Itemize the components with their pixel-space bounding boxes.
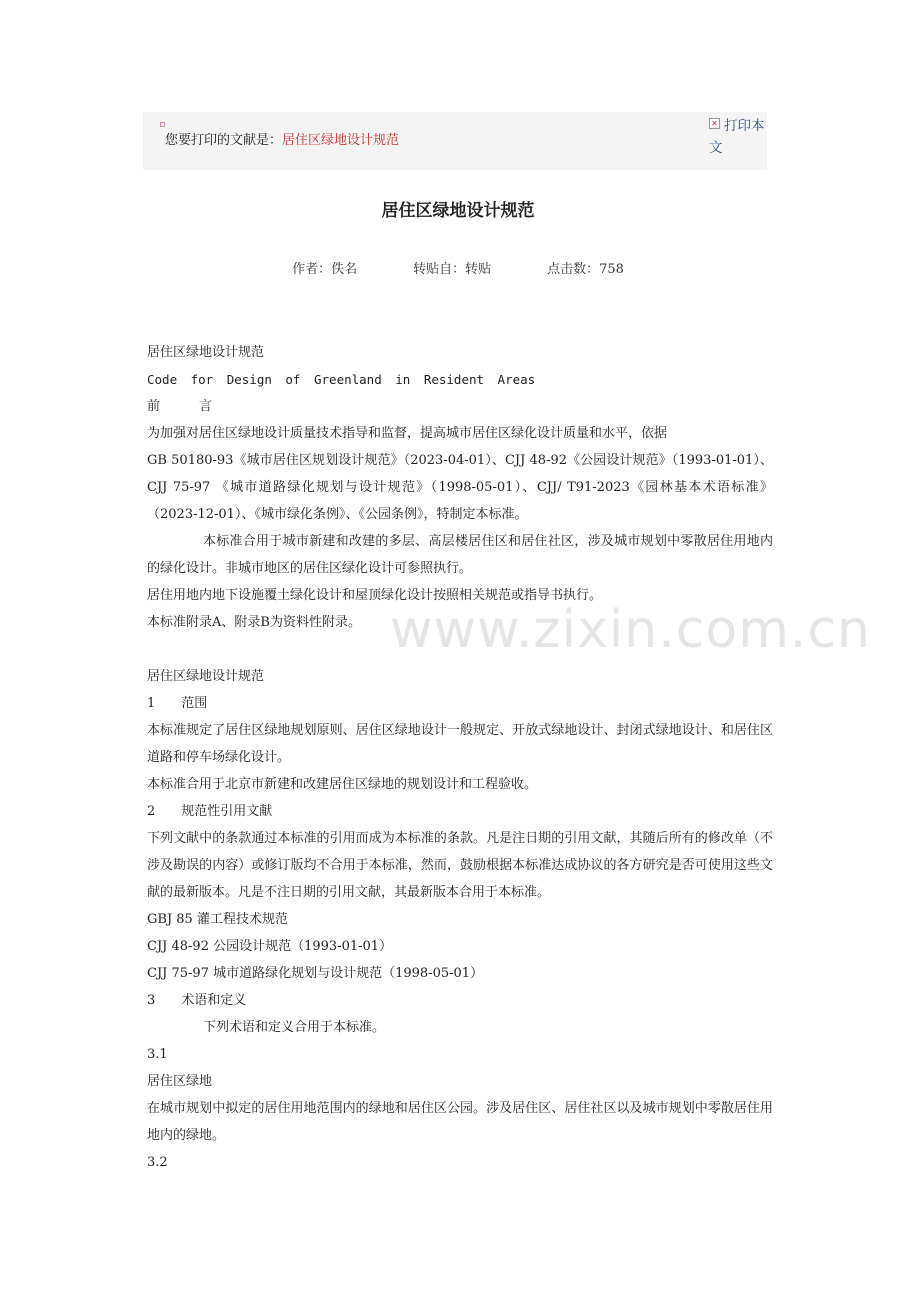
body-paragraph: 本标准规定了居住区绿地规划原则、居住区绿地设计一般规定、开放式绿地设计、封闭式绿地设计、和居住区道路和停车场绿化设计。 [147,723,773,765]
broken-image-icon [160,122,165,127]
body-section-heading: 1 范围 [147,696,208,711]
print-notice-prefix: 您要打印的文献是： [165,133,283,148]
body-term: 居住区绿地 [147,1074,213,1089]
print-button[interactable] [709,115,767,159]
print-notice [165,129,399,148]
spacer [147,636,773,663]
source: 转贴自：转贴 [413,262,492,277]
body-reference: CJJ 48-92 公园设计规范（1993-01-01） [147,939,393,954]
body-paragraph: 本标准合用于城市新建和改建的多层、高层楼居住区和居住社区，涉及城市规划中零散居住用地内的绿化设计。非城市地区的居住区绿化设计可参照执行。 [147,534,773,576]
body-paragraph: 下列术语和定义合用于本标准。 [203,1020,386,1035]
body-paragraph: 本标准合用于北京市新建和改建居住区绿地的规划设计和工程验收。 [147,777,538,792]
body-clause-number: 3.2 [147,1155,168,1170]
document-link[interactable]: 居住区绿地设计规范 [282,133,400,148]
author: 作者：佚名 [292,262,358,277]
broken-image-icon: ✕ [709,118,720,129]
print-bar [143,112,767,170]
body-paragraph: 下列文献中的条款通过本标准的引用而成为本标准的条款。凡是注日期的引用文献，其随后所有的修改单（不涉及勘误的内容）或修订版均不合用于本标准，然而，鼓励根据本标准达成协议的各方研究是否可使用这些文献的最新版本。凡是不注日期的引用文献，其最新版本合用于本标准。 [147,831,773,900]
body-paragraph: 在城市规划中拟定的居住用地范围内的绿地和居住区公园。涉及居住区、居住社区以及城市规划中零散居住用地内的绿地。 [147,1101,773,1143]
body-heading: 居住区绿地设计规范 [147,669,265,684]
body-clause-number: 3.1 [147,1047,168,1062]
body-section-heading: 2 规范性引用文献 [147,804,273,819]
click-count: 点击数：758 [547,262,624,277]
body-paragraph: 本标准附录A、附录B为资料性附录。 [147,615,361,630]
print-button-label: 打印本文 [709,118,765,156]
body-paragraph: 居住用地内地下设施覆土绿化设计和屋顶绿化设计按照相关规范或指导书执行。 [147,588,603,603]
document-title: 居住区绿地设计规范 [381,201,535,221]
body-heading: 居住区绿地设计规范 [147,345,265,360]
body-reference: CJJ 75-97 城市道路绿化规划与设计规范（1998-05-01） [147,966,484,981]
body-english-title: Code for Design of Greenland in Resident Areas [147,372,536,387]
body-section-heading: 前 言 [147,399,213,414]
body-paragraph: GB 50180-93《城市居住区规划设计规范》（2023-04-01）、CJJ 48-92《公园设计规范》（1993-01-01）、CJJ 75-97 《城市道路绿化规划与设计规范》（1998-05-01）、CJJ/ T91-2023《园林基本术语标准》（2023-12-01）、《城市绿化条例》、《公园条例》，特制定本标准。 [147,453,773,522]
watermark: www.zixin.com.cn [390,600,871,660]
document-body [147,339,773,1176]
body-paragraph: 为加强对居住区绿地设计质量技术指导和监督，提高城市居住区绿化设计质量和水平，依据 [147,426,668,441]
body-section-heading: 3 术语和定义 [147,993,247,1008]
body-reference: GBJ 85 灌工程技术规范 [147,912,288,927]
document-meta [143,258,773,277]
document-page [143,112,773,1187]
